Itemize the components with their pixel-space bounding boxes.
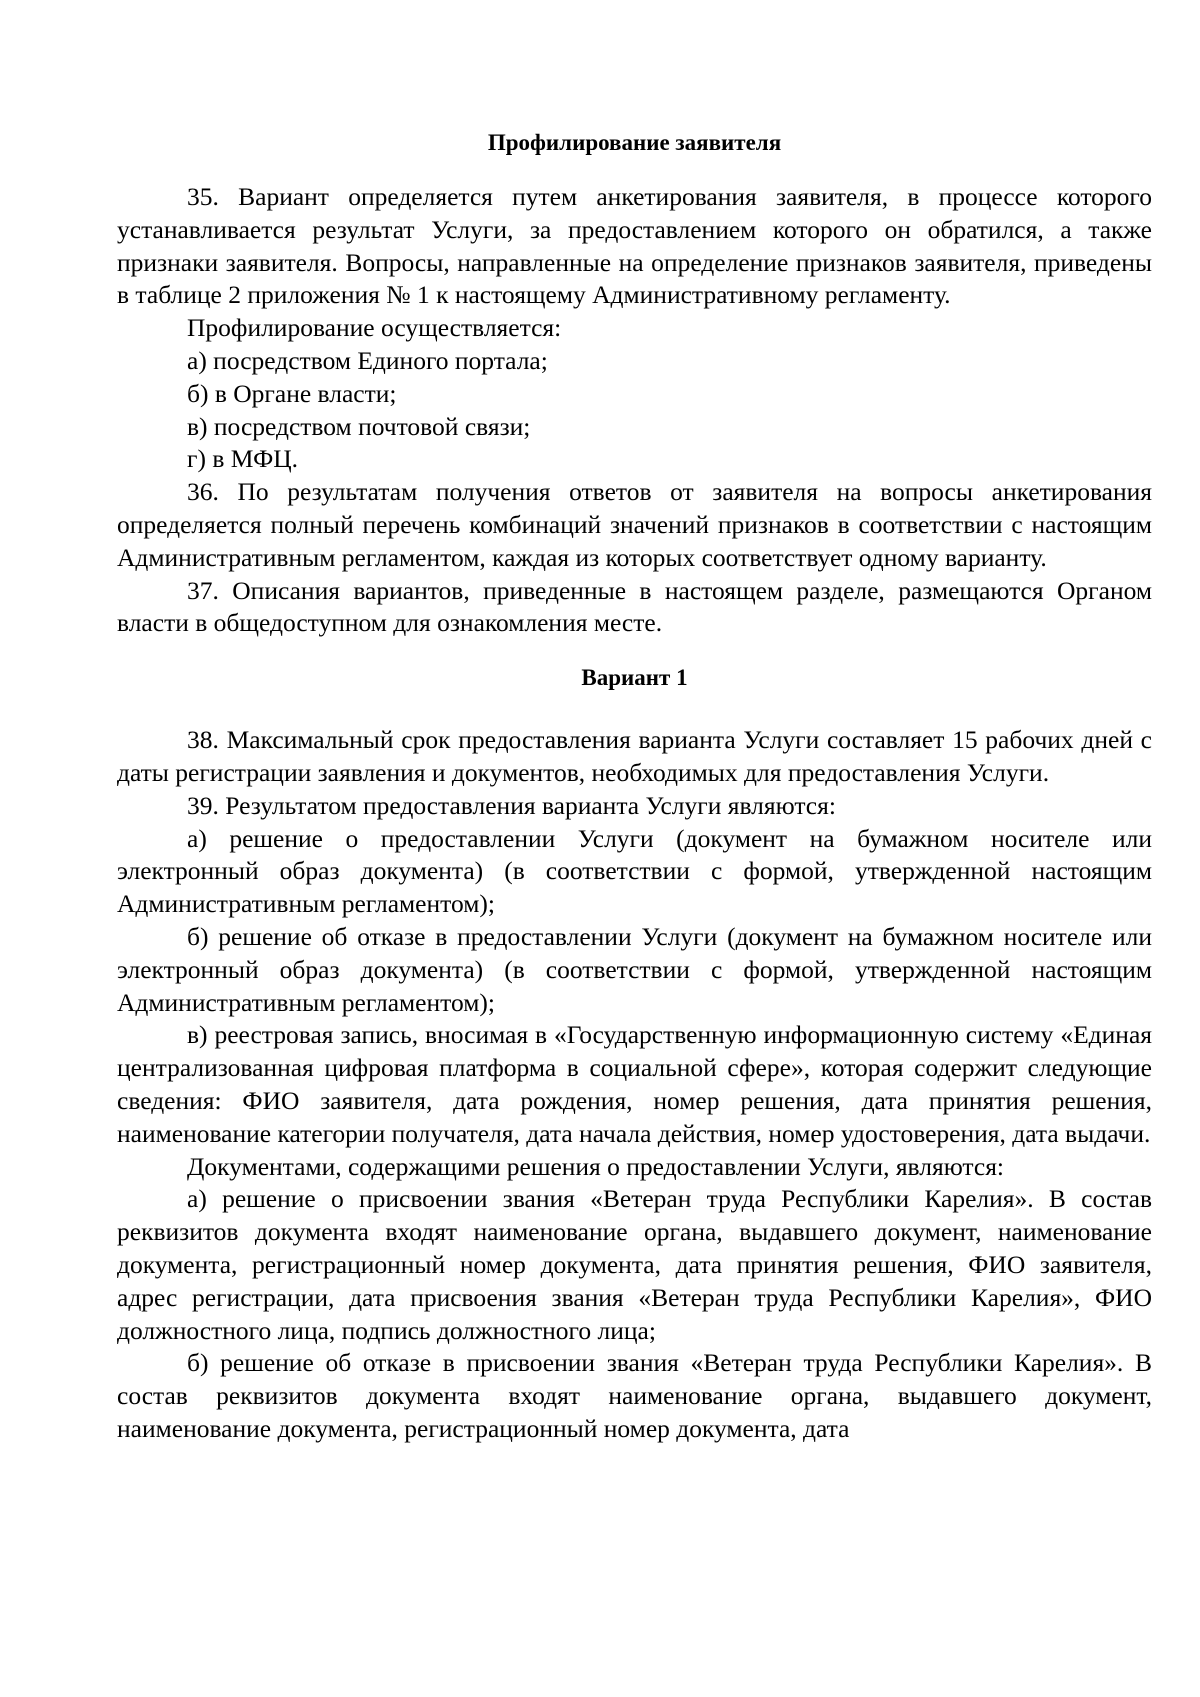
result-item-b: б) решение об отказе в предоставлении Услуги (документ на бумажном носителе или электронный образ документа) (в соответствии с формой, утвержденной настоящим Административным регламентом); — [117, 921, 1152, 1017]
result-item-v: в) реестровая запись, вносимая в «Государственную информационную систему «Единая централизованная цифровая платформа в социальной сфере», которая содержит следующие сведения: ФИО заявителя, дата рождения, номер решения, дата принятия решения, наименование категории получателя, дата начала действия, номер удостоверения, дата выдачи. — [117, 1020, 1152, 1148]
variant-title: Вариант 1 — [581, 665, 688, 691]
section-title: Профилирование заявителя — [487, 130, 782, 155]
paragraph-profiling-intro: Профилирование осуществляется: — [187, 313, 562, 343]
paragraph-36: 36. По результатам получения ответов от заявителя на вопросы анкетирования определяется полный перечень комбинаций значений признаков в соответствии с настоящим Административным регламентом, каждая из которых соответствует одному варианту. — [117, 477, 1152, 572]
paragraph-38: 38. Максимальный срок предоставления варианта Услуги составляет 15 рабочих дней с даты регистрации заявления и документов, необходимых для предоставления Услуги. — [117, 725, 1152, 787]
list-item-g: г) в МФЦ. — [187, 444, 299, 474]
list-item-a: а) посредством Единого портала; — [187, 345, 548, 375]
list-item-b: б) в Органе власти; — [187, 378, 397, 408]
list-item-v: в) посредством почтовой связи; — [187, 411, 531, 441]
paragraph-35: 35. Вариант определяется путем анкетирования заявителя, в процессе которого устанавливается результат Услуги, за предоставлением которого он обратился, а также признаки заявителя. Вопросы, направленные на определение признаков заявителя, приведены в таблице 2 приложения № 1 к настоящему Административному регламенту. — [117, 182, 1152, 310]
paragraph-37: 37. Описания вариантов, приведенные в настоящем разделе, размещаются Органом власти в общедоступном для ознакомления месте. — [117, 575, 1152, 638]
document-item-b: б) решение об отказе в присвоении звания «Ветеран труда Республики Карелия». В состав реквизитов документа входят наименование органа, выдавшего документ, наименование документа, регистрационный номер документа, дата — [117, 1348, 1152, 1443]
result-item-a: а) решение о предоставлении Услуги (документ на бумажном носителе или электронный образ документа) (в соответствии с формой, утвержденной настоящим Административным регламентом); — [117, 823, 1152, 919]
paragraph-documents-intro: Документами, содержащими решения о предоставлении Услуги, являются: — [187, 1151, 1005, 1181]
document-page — [117, 127, 1152, 1446]
document-item-a: а) решение о присвоении звания «Ветеран труда Республики Карелия». В состав реквизитов документа входят наименование органа, выдавшего документ, наименование документа, регистрационный номер документа, дата принятия решения, ФИО заявителя, адрес регистрации, дата присвоения звания «Ветеран труда Республики Карелия», ФИО должностного лица, подпись должностного лица; — [117, 1184, 1152, 1345]
paragraph-39: 39. Результатом предоставления варианта Услуги являются: — [187, 790, 836, 820]
